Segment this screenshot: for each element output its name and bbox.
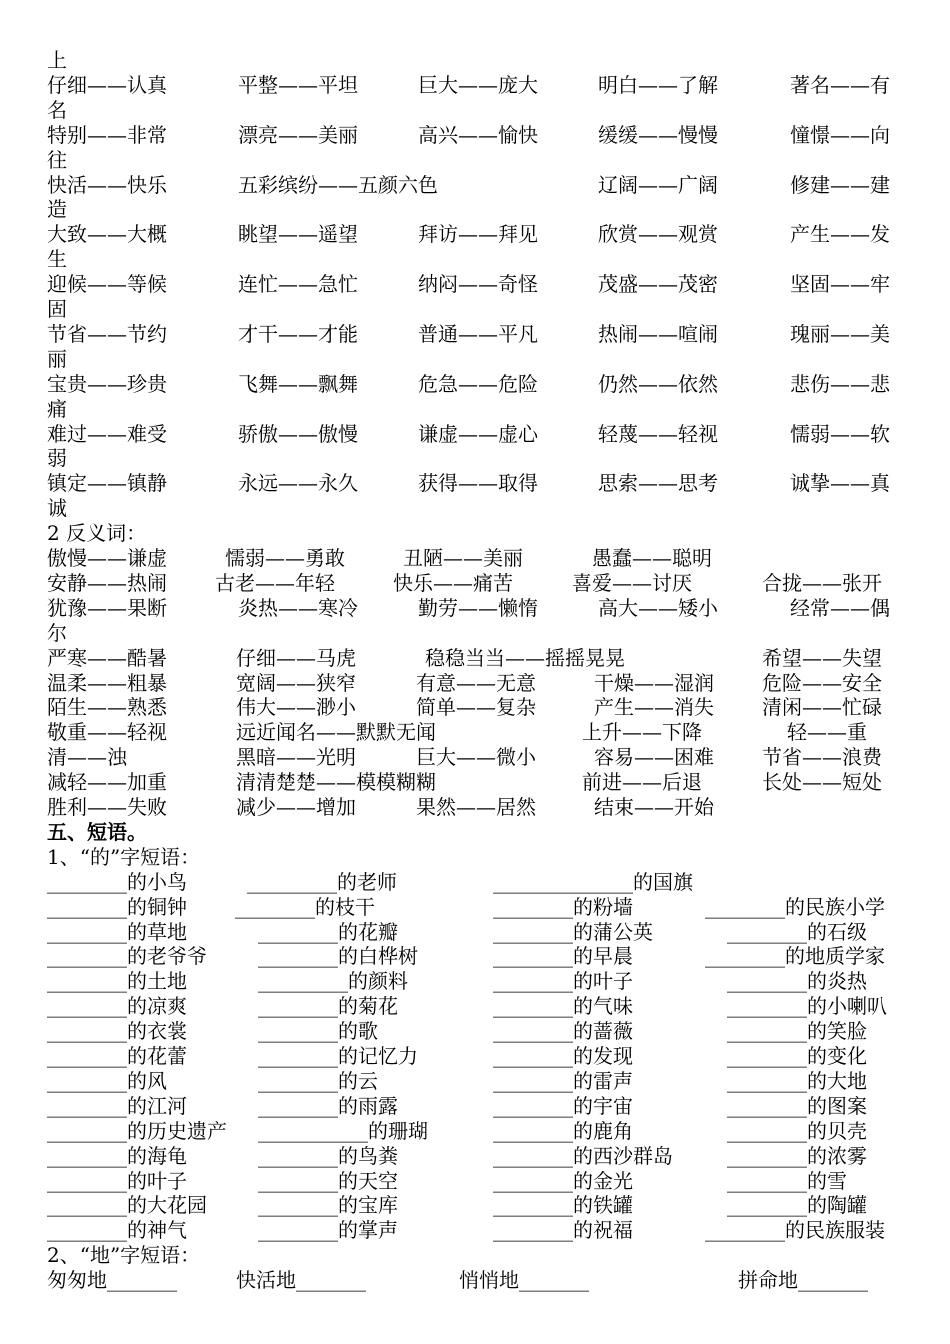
synonym-row-cell-3: 明白——了解 <box>598 72 718 97</box>
synonym-row-cell-0: 迎候——等候 <box>47 272 167 297</box>
antonym-row-cell-0: 清——浊 <box>47 745 127 770</box>
synonym-row-cell-4: 坚固——牢 <box>790 272 890 297</box>
synonym-row-cell-0: 宝贵——珍贵 <box>47 371 167 396</box>
synonym-wrap-line-cell-0: 弱 <box>47 446 67 471</box>
antonym-wrap-line-cell-0: 尔 <box>47 620 67 645</box>
synonym-row-cell-0: 镇定——镇静 <box>47 471 167 496</box>
antonym-row-cell-3: 轻——重 <box>787 720 867 745</box>
de-phrase-row-cell-2: ________的西沙群岛 <box>493 1143 673 1168</box>
synonym-wrap-line-cell-0: 造 <box>47 197 67 222</box>
synonym-row <box>0 322 950 347</box>
antonym-row-cell-2: 上升——下降 <box>582 720 702 745</box>
antonym-row-cell-2: 有意——无意 <box>416 670 536 695</box>
synonym-row <box>0 471 950 496</box>
antonym-row-cell-2: 勤劳——懒惰 <box>418 595 538 620</box>
de-phrase-row-cell-1: _________的颜料 <box>258 969 408 994</box>
antonym-row-cell-2: 快乐——痛苦 <box>393 570 513 595</box>
synonym-wrap-line-cell-0: 名 <box>47 97 67 122</box>
de-phrase-row-cell-2: ________的气味 <box>493 994 633 1019</box>
de-phrase-row-cell-2: ________的粉墙 <box>493 894 633 919</box>
antonym-row-cell-2: 果然——居然 <box>416 795 536 819</box>
antonym-row-cell-3: 高大——矮小 <box>598 595 718 620</box>
di-phrase-heading <box>0 1243 950 1268</box>
de-phrase-row-cell-3: ________的炎热 <box>727 969 867 994</box>
de-phrase-row-cell-1: _________的老师 <box>247 869 397 894</box>
de-phrase-row-cell-0: ________的大花园 <box>47 1193 207 1218</box>
synonym-row-cell-4: 悲伤——悲 <box>790 371 890 396</box>
synonym-wrap-line-cell-0: 生 <box>47 247 67 272</box>
synonym-row-cell-4: 瑰丽——美 <box>790 321 890 346</box>
de-phrase-row-cell-2: ________的鹿角 <box>493 1118 633 1143</box>
synonym-row-cell-1: 漂亮——美丽 <box>238 122 358 147</box>
antonym-row-cell-3: 产生——消失 <box>594 695 714 720</box>
antonym-row-cell-2: 稳稳当当——摇摇晃晃 <box>425 645 625 670</box>
di-phrase-row-cell-3: 拼命地_______ <box>738 1268 868 1293</box>
antonym-row-cell-0: 严寒——酷暑 <box>47 645 167 670</box>
synonym-row-cell-4: 憧憬——向 <box>790 122 890 147</box>
synonym-row-cell-4: 产生——发 <box>790 222 890 247</box>
synonym-row-cell-4: 著名——有 <box>790 72 890 97</box>
synonym-row-cell-2: 辽阔——广阔 <box>598 172 718 197</box>
synonym-wrap-line <box>0 98 950 123</box>
synonym-wrap-line-cell-0: 固 <box>47 297 67 321</box>
antonym-row-cell-0: 傲慢——谦虚 <box>47 546 167 570</box>
di-phrase-heading-cell-0: 2、“地”字短语： <box>47 1243 201 1268</box>
de-phrase-row-cell-1: ________的掌声 <box>258 1218 398 1243</box>
synonym-row-cell-1: 永远——永久 <box>238 471 358 496</box>
antonym-row-cell-1: 古老——年轻 <box>215 570 335 595</box>
de-phrase-row <box>0 969 950 994</box>
de-phrase-row-cell-2: ________的祝福 <box>493 1218 633 1243</box>
antonym-row-cell-1: 远近闻名——默默无闻 <box>236 720 436 745</box>
de-phrase-row <box>0 1019 950 1044</box>
di-phrase-row-cell-2: 悄悄地_______ <box>459 1268 589 1293</box>
de-phrase-row <box>0 870 950 895</box>
synonym-wrap-line-cell-0: 上 <box>47 48 67 72</box>
antonym-row <box>0 795 950 820</box>
de-phrase-row <box>0 1144 950 1169</box>
de-phrase-row-cell-2: ________的雷声 <box>493 1068 633 1093</box>
antonym-row-cell-0: 安静——热闹 <box>47 570 167 595</box>
de-phrase-row-cell-1: ________的白桦树 <box>258 944 418 969</box>
de-phrase-row-cell-0: ________的老爷爷 <box>47 944 207 969</box>
synonym-wrap-line <box>0 148 950 173</box>
antonym-row <box>0 695 950 720</box>
antonym-row-cell-3: 喜爱——讨厌 <box>572 570 692 595</box>
de-phrase-row-cell-0: ________的花蕾 <box>47 1044 187 1068</box>
antonym-row-cell-0: 减轻——加重 <box>47 770 167 795</box>
synonym-row-cell-1: 平整——平坦 <box>238 72 358 97</box>
synonym-row <box>0 123 950 148</box>
di-phrase-row-cell-1: 快活地_______ <box>236 1268 366 1293</box>
antonym-row-cell-4: 危险——安全 <box>762 670 882 695</box>
section-five-title-cell-0: 五、短语。 <box>47 819 147 844</box>
synonym-row-cell-0: 仔细——认真 <box>47 72 167 97</box>
de-phrase-row-cell-2: ________的铁罐 <box>493 1193 633 1218</box>
synonym-row-cell-1: 五彩缤纷——五颜六色 <box>238 172 438 197</box>
de-phrase-row-cell-3: ________的地质学家 <box>705 944 885 969</box>
de-phrase-row-cell-2: ________的金光 <box>493 1168 633 1193</box>
antonym-row-cell-3: 容易——困难 <box>594 745 714 770</box>
antonym-row-cell-3: 长处——短处 <box>762 770 882 795</box>
antonym-row-cell-1: 黑暗——光明 <box>236 745 356 770</box>
synonym-wrap-line-cell-0: 丽 <box>47 346 67 371</box>
synonym-wrap-line <box>0 247 950 272</box>
synonym-row-cell-3: 修建——建 <box>790 172 890 197</box>
de-phrase-row-cell-1: ________的歌 <box>258 1019 378 1044</box>
synonym-row-cell-3: 轻蔑——轻视 <box>598 421 718 446</box>
antonym-heading-cell-0: 2 反义词： <box>47 521 147 546</box>
synonym-row-cell-3: 热闹——喧闹 <box>598 321 718 346</box>
de-phrase-row <box>0 1169 950 1194</box>
de-phrase-row <box>0 920 950 945</box>
synonym-row-cell-0: 特别——非常 <box>47 122 167 147</box>
antonym-row-cell-0: 犹豫——果断 <box>47 595 167 620</box>
de-phrase-row-cell-1: ________的云 <box>258 1068 378 1093</box>
de-phrase-row-cell-1: ________的鸟粪 <box>258 1143 398 1168</box>
de-phrase-row-cell-0: ________的江河 <box>47 1093 187 1118</box>
de-phrase-row-cell-1: ________的菊花 <box>258 994 398 1019</box>
de-phrase-row-cell-1: ________的枝干 <box>235 894 375 919</box>
de-phrase-row-cell-0: ________的小鸟 <box>47 869 187 894</box>
de-phrase-row-cell-0: ________的神气 <box>47 1218 187 1243</box>
de-phrase-row-cell-3: ________的变化 <box>727 1044 867 1068</box>
synonym-wrap-line-cell-0: 诚 <box>47 496 67 521</box>
antonym-row-cell-3: 希望——失望 <box>762 645 882 670</box>
de-phrase-row-cell-1: ________的宝库 <box>258 1193 398 1218</box>
synonym-wrap-line <box>0 197 950 222</box>
de-phrase-row-cell-2: ________的蔷薇 <box>493 1019 633 1044</box>
antonym-row <box>0 596 950 621</box>
antonym-row <box>0 646 950 671</box>
synonym-row-cell-1: 飞舞——飘舞 <box>238 371 358 396</box>
synonym-row-cell-2: 获得——取得 <box>418 471 538 496</box>
de-phrase-heading <box>0 845 950 870</box>
synonym-wrap-line-cell-0: 往 <box>47 147 67 172</box>
synonym-row-cell-0: 大致——大概 <box>47 222 167 247</box>
de-phrase-row-cell-3: ________的笑脸 <box>727 1019 867 1044</box>
de-phrase-row-cell-1: ________的天空 <box>258 1168 398 1193</box>
antonym-row <box>0 571 950 596</box>
antonym-row-cell-3: 愚蠢——聪明 <box>592 546 712 570</box>
de-phrase-row-cell-3: ________的陶罐 <box>727 1193 867 1218</box>
synonym-row <box>0 173 950 198</box>
di-phrase-row-cell-0: 匆匆地_______ <box>47 1268 177 1293</box>
de-phrase-row-cell-3: ________的贝壳 <box>727 1118 867 1143</box>
de-phrase-row <box>0 895 950 920</box>
de-phrase-row-cell-1: ___________的珊瑚 <box>258 1118 428 1143</box>
synonym-row-cell-3: 仍然——依然 <box>598 371 718 396</box>
synonym-row-cell-2: 纳闷——奇怪 <box>418 272 538 297</box>
de-phrase-row-cell-3: ________的浓雾 <box>727 1143 867 1168</box>
de-phrase-heading-cell-0: 1、“的”字短语： <box>47 844 201 869</box>
antonym-row-cell-2: 丑陋——美丽 <box>403 546 523 570</box>
synonym-row-cell-1: 骄傲——傲慢 <box>238 421 358 446</box>
de-phrase-row <box>0 1044 950 1069</box>
synonym-row <box>0 73 950 98</box>
synonym-wrap-line <box>0 347 950 372</box>
antonym-row-cell-4: 合拢——张开 <box>762 570 882 595</box>
de-phrase-row-cell-1: ________的记忆力 <box>258 1044 418 1068</box>
section-five-title <box>0 820 950 845</box>
synonym-wrap-line-cell-0: 痛 <box>47 396 67 421</box>
de-phrase-row <box>0 1069 950 1094</box>
synonym-row-cell-3: 思索——思考 <box>598 471 718 496</box>
de-phrase-row-cell-0: ________的衣裳 <box>47 1019 187 1044</box>
synonym-row-cell-2: 巨大——庞大 <box>418 72 538 97</box>
de-phrase-row <box>0 1094 950 1119</box>
synonym-wrap-line <box>0 397 950 422</box>
de-phrase-row <box>0 1218 950 1243</box>
antonym-wrap-line <box>0 621 950 646</box>
de-phrase-row-cell-0: ________的历史遗产 <box>47 1118 227 1143</box>
de-phrase-row-cell-3: ________的民族小学 <box>705 894 885 919</box>
de-phrase-row-cell-3: ________的图案 <box>727 1093 867 1118</box>
antonym-row-cell-2: 简单——复杂 <box>416 695 536 720</box>
de-phrase-row-cell-0: ________的铜钟 <box>47 894 187 919</box>
synonym-row-cell-0: 节省——节约 <box>47 321 167 346</box>
antonym-row-cell-4: 清闲——忙碌 <box>762 695 882 720</box>
antonym-row-cell-1: 炎热——寒冷 <box>238 595 358 620</box>
de-phrase-row-cell-1: ________的雨露 <box>258 1093 398 1118</box>
synonym-row-cell-2: 危急——危险 <box>418 371 538 396</box>
de-phrase-row-cell-3: ________的石级 <box>727 919 867 944</box>
synonym-row-cell-3: 茂盛——茂密 <box>598 272 718 297</box>
antonym-row <box>0 745 950 770</box>
antonym-heading <box>0 521 950 546</box>
synonym-wrap-line <box>0 297 950 322</box>
synonym-row-cell-3: 欣赏——观赏 <box>598 222 718 247</box>
de-phrase-row <box>0 994 950 1019</box>
antonym-row-cell-1: 减少——增加 <box>236 795 356 819</box>
synonym-row-cell-1: 连忙——急忙 <box>238 272 358 297</box>
di-phrase-row <box>0 1268 950 1293</box>
synonym-row-cell-0: 难过——难受 <box>47 421 167 446</box>
de-phrase-row-cell-3: ________的大地 <box>727 1068 867 1093</box>
antonym-row-cell-1: 清清楚楚——模模糊糊 <box>236 770 436 795</box>
de-phrase-row-cell-0: ________的土地 <box>47 969 187 994</box>
antonym-row-cell-2: 巨大——微小 <box>416 745 536 770</box>
de-phrase-row <box>0 1119 950 1144</box>
antonym-row-cell-0: 温柔——粗暴 <box>47 670 167 695</box>
de-phrase-row <box>0 1193 950 1218</box>
antonym-row-cell-4: 经常——偶 <box>790 595 890 620</box>
de-phrase-row <box>0 944 950 969</box>
de-phrase-row-cell-0: ________的叶子 <box>47 1168 187 1193</box>
de-phrase-row-cell-0: ________的凉爽 <box>47 994 187 1019</box>
antonym-row-cell-1: 仔细——马虎 <box>236 645 356 670</box>
synonym-row-cell-2: 高兴——愉快 <box>418 122 538 147</box>
de-phrase-row-cell-1: ________的花瓣 <box>258 919 398 944</box>
de-phrase-row-cell-3: ________的民族服装 <box>705 1218 885 1243</box>
antonym-row <box>0 720 950 745</box>
de-phrase-row-cell-2: ________的蒲公英 <box>493 919 653 944</box>
antonym-row-cell-0: 陌生——熟悉 <box>47 695 167 720</box>
synonym-row-cell-1: 眺望——遥望 <box>238 222 358 247</box>
antonym-row-cell-1: 伟大——渺小 <box>236 695 356 720</box>
antonym-row <box>0 671 950 696</box>
synonym-wrap-line <box>0 496 950 521</box>
synonym-row-cell-2: 普通——平凡 <box>418 321 538 346</box>
de-phrase-row-cell-3: ________的小喇叭 <box>727 994 887 1019</box>
de-phrase-row-cell-0: ________的海龟 <box>47 1143 187 1168</box>
antonym-row-cell-0: 敬重——轻视 <box>47 720 167 745</box>
synonym-row-cell-4: 诚挚——真 <box>790 471 890 496</box>
antonym-row <box>0 770 950 795</box>
antonym-row-cell-3: 结束——开始 <box>594 795 714 819</box>
de-phrase-row-cell-3: ________的雪 <box>727 1168 847 1193</box>
antonym-row-cell-3: 干燥——湿润 <box>594 670 714 695</box>
synonym-row-cell-1: 才干——才能 <box>238 321 358 346</box>
de-phrase-row-cell-2: ________的发现 <box>493 1044 633 1068</box>
antonym-row-cell-0: 胜利——失败 <box>47 795 167 819</box>
antonym-row-cell-2: 前进——后退 <box>582 770 702 795</box>
synonym-row <box>0 422 950 447</box>
synonym-wrap-line <box>0 48 950 73</box>
de-phrase-row-cell-0: ________的风 <box>47 1068 167 1093</box>
antonym-row-cell-4: 节省——浪费 <box>762 745 882 770</box>
synonym-row <box>0 272 950 297</box>
synonym-row-cell-4: 懦弱——软 <box>790 421 890 446</box>
antonym-row <box>0 546 950 571</box>
synonym-wrap-line <box>0 446 950 471</box>
de-phrase-row-cell-2: ________的叶子 <box>493 969 633 994</box>
synonym-row <box>0 222 950 247</box>
antonym-row-cell-1: 宽阔——狭窄 <box>236 670 356 695</box>
de-phrase-row-cell-0: ________的草地 <box>47 919 187 944</box>
de-phrase-row-cell-2: ________的早晨 <box>493 944 633 969</box>
antonym-row-cell-1: 懦弱——勇敢 <box>225 546 345 570</box>
synonym-row-cell-0: 快活——快乐 <box>47 172 167 197</box>
synonym-row-cell-2: 谦虚——虚心 <box>418 421 538 446</box>
de-phrase-row-cell-2: ________的宇宙 <box>493 1093 633 1118</box>
synonym-row <box>0 372 950 397</box>
synonym-row-cell-2: 拜访——拜见 <box>418 222 538 247</box>
synonym-row-cell-3: 缓缓——慢慢 <box>598 122 718 147</box>
de-phrase-row-cell-2: ______________的国旗 <box>493 869 693 894</box>
